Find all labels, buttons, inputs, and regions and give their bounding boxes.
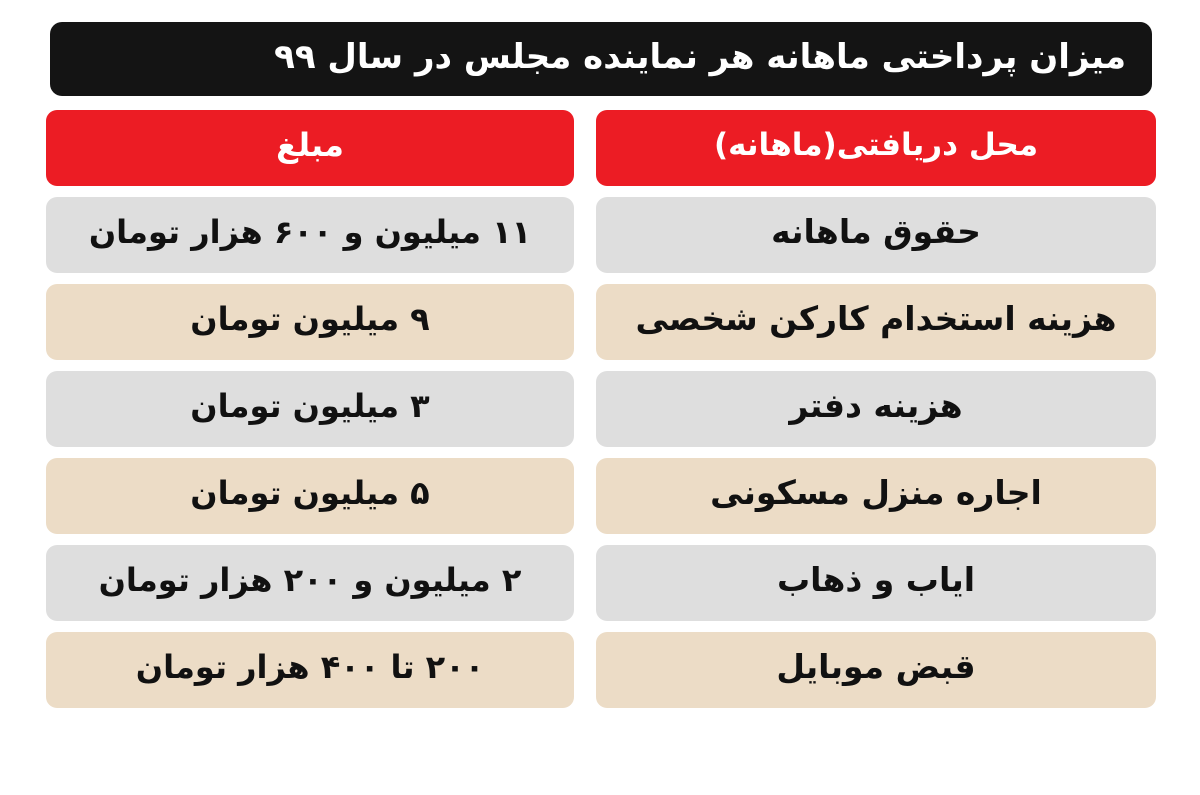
table-row [44, 371, 1156, 447]
row-value-text: ۵ میلیون تومان [190, 474, 430, 512]
column-header-amount [46, 110, 574, 186]
title-bar [50, 22, 1152, 96]
row-value-text: ۱۱ میلیون و ۶۰۰ هزار تومان [88, 213, 532, 251]
row-label-cell [596, 632, 1156, 708]
row-value-cell [46, 458, 574, 534]
table-row [44, 197, 1156, 273]
column-header-amount-label: مبلغ [276, 126, 344, 164]
row-label-cell [596, 371, 1156, 447]
row-label-cell [596, 284, 1156, 360]
row-value-text: ۳ میلیون تومان [190, 387, 430, 425]
row-value-cell [46, 197, 574, 273]
row-label-cell [596, 197, 1156, 273]
row-label-cell [596, 458, 1156, 534]
table-header-row [44, 110, 1156, 186]
row-value-text: ۹ میلیون تومان [190, 300, 430, 338]
payments-table [44, 110, 1156, 708]
row-value-cell [46, 545, 574, 621]
row-label-cell [596, 545, 1156, 621]
row-value-cell [46, 371, 574, 447]
table-row [44, 284, 1156, 360]
column-header-source-label: محل دریافتی(ماهانه) [713, 126, 1039, 163]
row-value-cell [46, 632, 574, 708]
row-label-text: هزینه استخدام کارکن شخصی [635, 299, 1117, 339]
row-label-text: ایاب و ذهاب [776, 560, 976, 600]
column-header-source [596, 110, 1156, 186]
row-label-text: هزینه دفتر [789, 386, 963, 426]
table-row [44, 458, 1156, 534]
table-row [44, 545, 1156, 621]
row-value-text: ۲۰۰ تا ۴۰۰ هزار تومان [135, 648, 485, 686]
row-value-text: ۲ میلیون و ۲۰۰ هزار تومان [98, 561, 522, 599]
page-title: میزان پرداختی ماهانه هر نماینده مجلس در سال ۹۹ [274, 36, 1126, 77]
row-value-cell [46, 284, 574, 360]
row-label-text: قبض موبایل [776, 647, 976, 687]
table-row [44, 632, 1156, 708]
row-label-text: حقوق ماهانه [771, 212, 981, 252]
row-label-text: اجاره منزل مسکونی [710, 473, 1042, 513]
